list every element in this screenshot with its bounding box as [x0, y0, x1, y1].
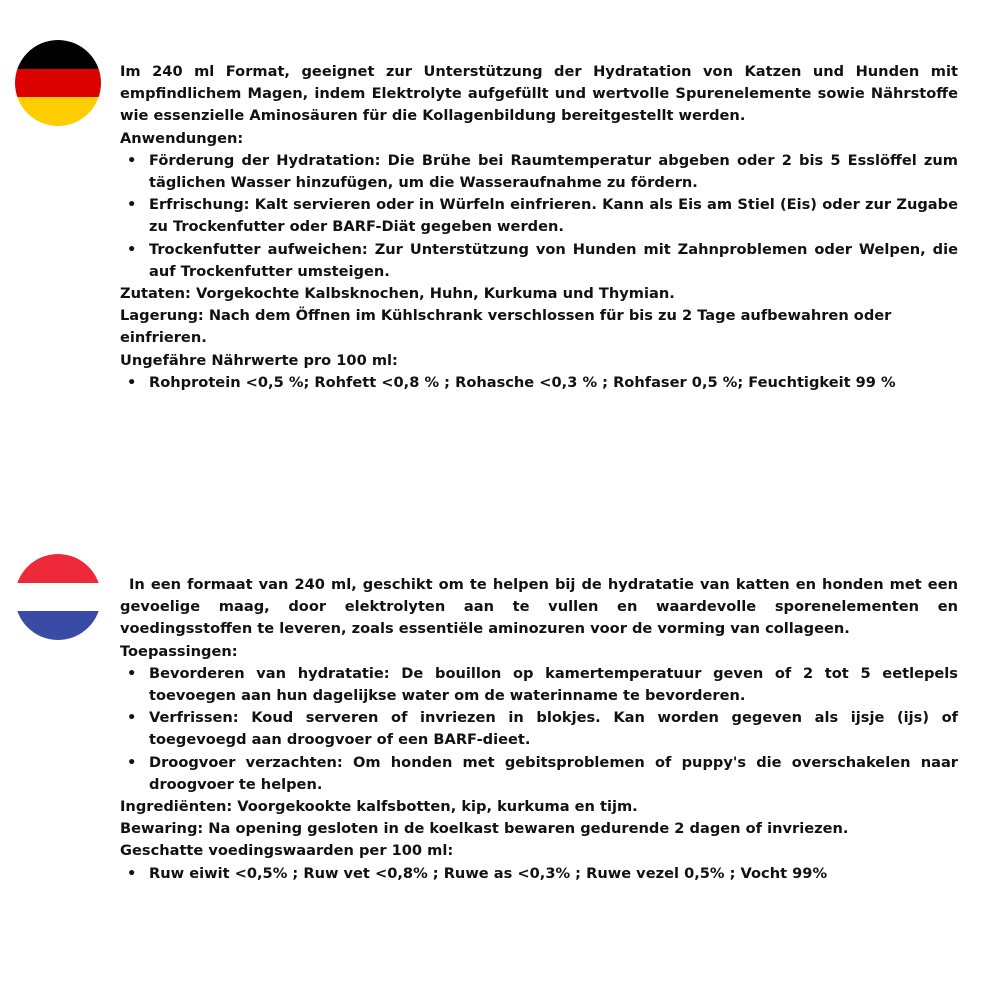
list-item: • Ruw eiwit <0,5% ; Ruw vet <0,8% ; Ruwe as <0,3% ; Ruwe vezel 0,5% ; Vocht 99%: [120, 863, 958, 885]
germany-flag-icon: [15, 40, 101, 126]
flag-band-gold: [15, 97, 101, 126]
german-section: [120, 61, 958, 394]
german-nutrition-heading: Ungefähre Nährwerte pro 100 ml:: [120, 351, 398, 369]
german-ingredients: Zutaten: Vorgekochte Kalbsknochen, Huhn, Kurkuma und Thymian.: [120, 285, 675, 303]
list-item: • Erfrischung: Kalt servieren oder in Würfeln einfrieren. Kann als Eis am Stiel (Eis) oder zur Zugabe zu Trockenfutter oder BARF-Diät gegeben werden.: [120, 194, 958, 238]
list-item: • Bevorderen van hydratatie: De bouillon op kamertemperatuur geven of 2 tot 5 eetlepels toevoegen aan hun dagelijkse water om de waterinname te bevorderen.: [120, 663, 958, 707]
dutch-intro: In een formaat van 240 ml, geschikt om te helpen bij de hydratatie van katten en honden met een gevoelige maag, door elektrolyten aan te vullen en waardevolle sporenelementen en voedingsstoffen te leveren, zoals essentiële aminozuren voor de vorming van collageen.: [120, 576, 958, 638]
dutch-uses-list: [120, 663, 958, 796]
dutch-storage: Bewaring: Na opening gesloten in de koelkast bewaren gedurende 2 dagen of invriezen.: [120, 820, 849, 838]
german-nutrition-list: [120, 372, 958, 394]
flag-band-black: [15, 40, 101, 69]
flag-band-white: [15, 583, 101, 612]
flag-band-blue: [15, 611, 101, 640]
flag-band-red: [15, 69, 101, 98]
netherlands-flag-icon: [15, 554, 101, 640]
list-item: • Droogvoer verzachten: Om honden met gebitsproblemen of puppy's die overschakelen naar droogvoer te helpen.: [120, 752, 958, 796]
list-item: • Förderung der Hydratation: Die Brühe bei Raumtemperatur abgeben oder 2 bis 5 Esslöffel zum täglichen Wasser hinzufügen, um die Wasseraufnahme zu fördern.: [120, 150, 958, 194]
list-item: • Verfrissen: Koud serveren of invriezen in blokjes. Kan worden gegeven als ijsje (ijs) of toegevoegd aan droogvoer of een BARF-dieet.: [120, 707, 958, 751]
german-intro: Im 240 ml Format, geeignet zur Unterstützung der Hydratation von Katzen und Hunden mit empfindlichem Magen, indem Elektrolyte aufgefüllt und wertvolle Spurenelemente sowie Nährstoffe wie essenzielle Aminosäuren für die Kollagenbildung bereitgestellt werden.: [120, 63, 958, 125]
dutch-nutrition-heading: Geschatte voedingswaarden per 100 ml:: [120, 842, 454, 860]
dutch-uses-heading: Toepassingen:: [120, 642, 238, 660]
dutch-ingredients: Ingrediënten: Voorgekookte kalfsbotten, kip, kurkuma en tijm.: [120, 798, 638, 816]
dutch-nutrition-list: [120, 863, 958, 885]
dutch-section: [120, 574, 958, 885]
german-uses-list: [120, 150, 958, 283]
german-uses-heading: Anwendungen:: [120, 129, 244, 147]
list-item: • Rohprotein <0,5 %; Rohfett <0,8 % ; Rohasche <0,3 % ; Rohfaser 0,5 %; Feuchtigkeit 99 %: [120, 372, 958, 394]
list-item: • Trockenfutter aufweichen: Zur Unterstützung von Hunden mit Zahnproblemen oder Welpen, die auf Trockenfutter umsteigen.: [120, 239, 958, 283]
flag-band-red: [15, 554, 101, 583]
german-storage: Lagerung: Nach dem Öffnen im Kühlschrank verschlossen für bis zu 2 Tage aufbewahren oder einfrieren.: [120, 307, 892, 347]
